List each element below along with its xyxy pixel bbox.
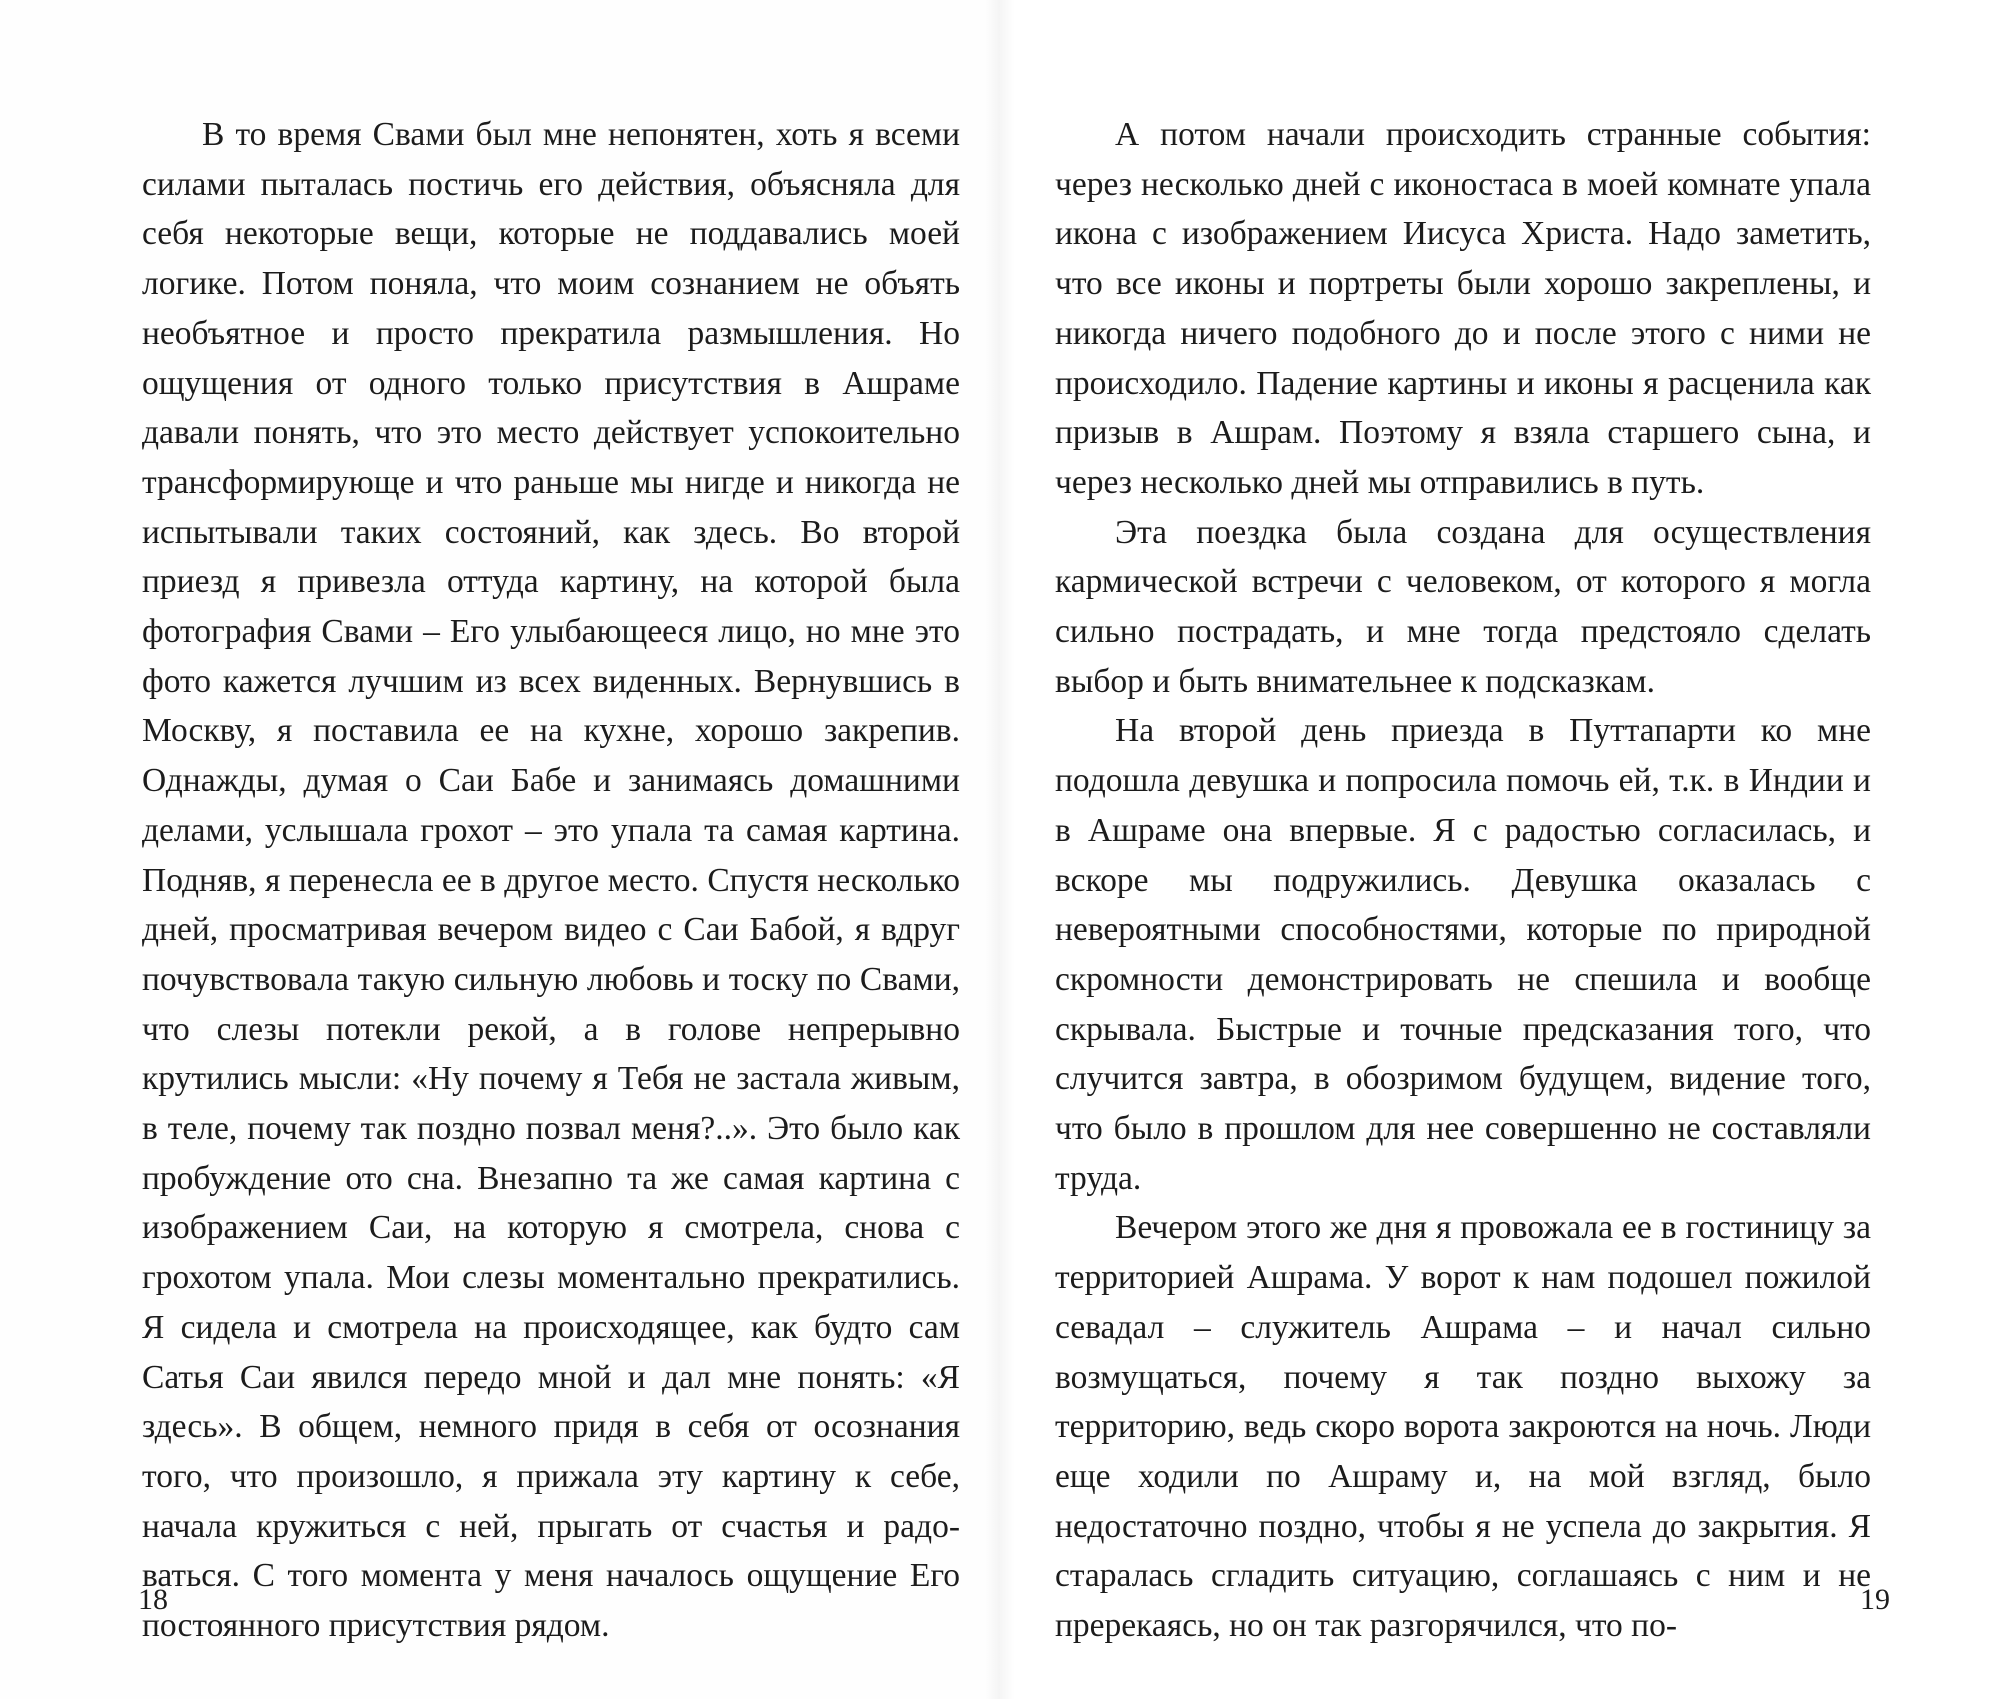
paragraph: А потом начали происходить странные события: через несколько дней с иконостаса в моей комнате упала икона с изображением Иисуса Христа. Надо заметить, что все иконы и портреты были хорошо закреплены, и никогда ничего подобного до и после этого с ними не происходило. Падение картины и иконы я расценила как призыв в Ашрам. Поэтому я взяла старшего сына, и через несколько дней мы отправились в путь. <box>1055 116 1871 501</box>
right-page <box>1000 0 2000 1699</box>
paragraph: Эта поездка была создана для осуществления кармической встречи с человеком, от которого я могла сильно пострадать, и мне тогда предстояло сделать выбор и быть внимательнее к подсказкам. <box>1055 513 1871 700</box>
book-gutter <box>985 0 1015 1699</box>
paragraph: Вечером этого же дня я провожала ее в гостиницу за территорией Ашрама. У ворот к нам подошел пожилой севадал – служитель Ашрама – и начал сильно возмущаться, почему я так поздно выхожу за территорию, ведь скоро ворота закроются на ночь. Люди еще ходили по Ашраму и, на мой взгляд, было недостаточно поздно, чтобы я не успела до закрытия. Я старалась сгладить ситуацию, соглашаясь с ним и не пререкаясь, но он так разгорячился, что по- <box>1055 1209 1871 1645</box>
left-text-column <box>142 110 960 1651</box>
page-number: 18 <box>138 1583 168 1616</box>
paragraph: В то время Свами был мне непонятен, хоть я всеми силами пыталась постичь его действия, объясняла для себя некоторые вещи, которые не поддавались моей логике. Потом поняла, что моим сознанием не объять необъятное и просто прекратила размышления. Но ощущения от одного только присутствия в Ашраме давали понять, что это место действует успокоительно трансформирующе и что раньше мы нигде и никогда не испытывали таких состояний, как здесь. Во второй приезд я привезла оттуда картину, на которой была фотография Свами – Его улыбающееся лицо, но мне это фото кажется лучшим из всех виденных. Вернувшись в Москву, я поставила ее на кухне, хорошо закрепив. Однажды, думая о Саи Бабе и занимаясь домашними делами, услышала грохот – это упала та самая картина. Подняв, я перенесла ее в другое место. Спустя несколько дней, просматривая вечером видео с Саи Бабой, я вдруг почувствовала такую сильную любовь и тоску по Свами, что слезы потекли рекой, а в голове непрерывно крутились мысли: «Ну почему я Тебя не застала живым, в теле, почему так поздно позвал меня?..». Это было как пробуждение ото сна. Внезапно та же самая картина с изображением Саи, на которую я смотрела, снова с грохотом упала. Мои слезы моментально прекратились. Я сидела и смотрела на происходящее, как будто сам Сатья Саи явился передо мной и дал мне понять: «Я здесь». В общем, немного придя в себя от осознания того, что произошло, я прижала эту картину к себе, начала кружиться с ней, прыгать от счастья и радоваться. С того момента у меня началось ощущение Его постоянного присутствия рядом. <box>142 116 960 1645</box>
right-text-column <box>1055 110 1871 1651</box>
paragraph: На второй день приезда в Путтапарти ко мне подошла девушка и попросила помочь ей, т.к. в Индии и в Ашраме она впервые. Я с радостью согласилась, и вскоре мы подружились. Девушка оказалась с невероятными способностями, которые по природной скромности демонстрировать не спешила и вообще скрывала. Быстрые и точные предсказания того, что случится завтра, в обозримом будущем, видение того, что было в прошлом для нее совершенно не составляли труда. <box>1055 712 1871 1197</box>
page-number: 19 <box>1860 1583 1890 1616</box>
